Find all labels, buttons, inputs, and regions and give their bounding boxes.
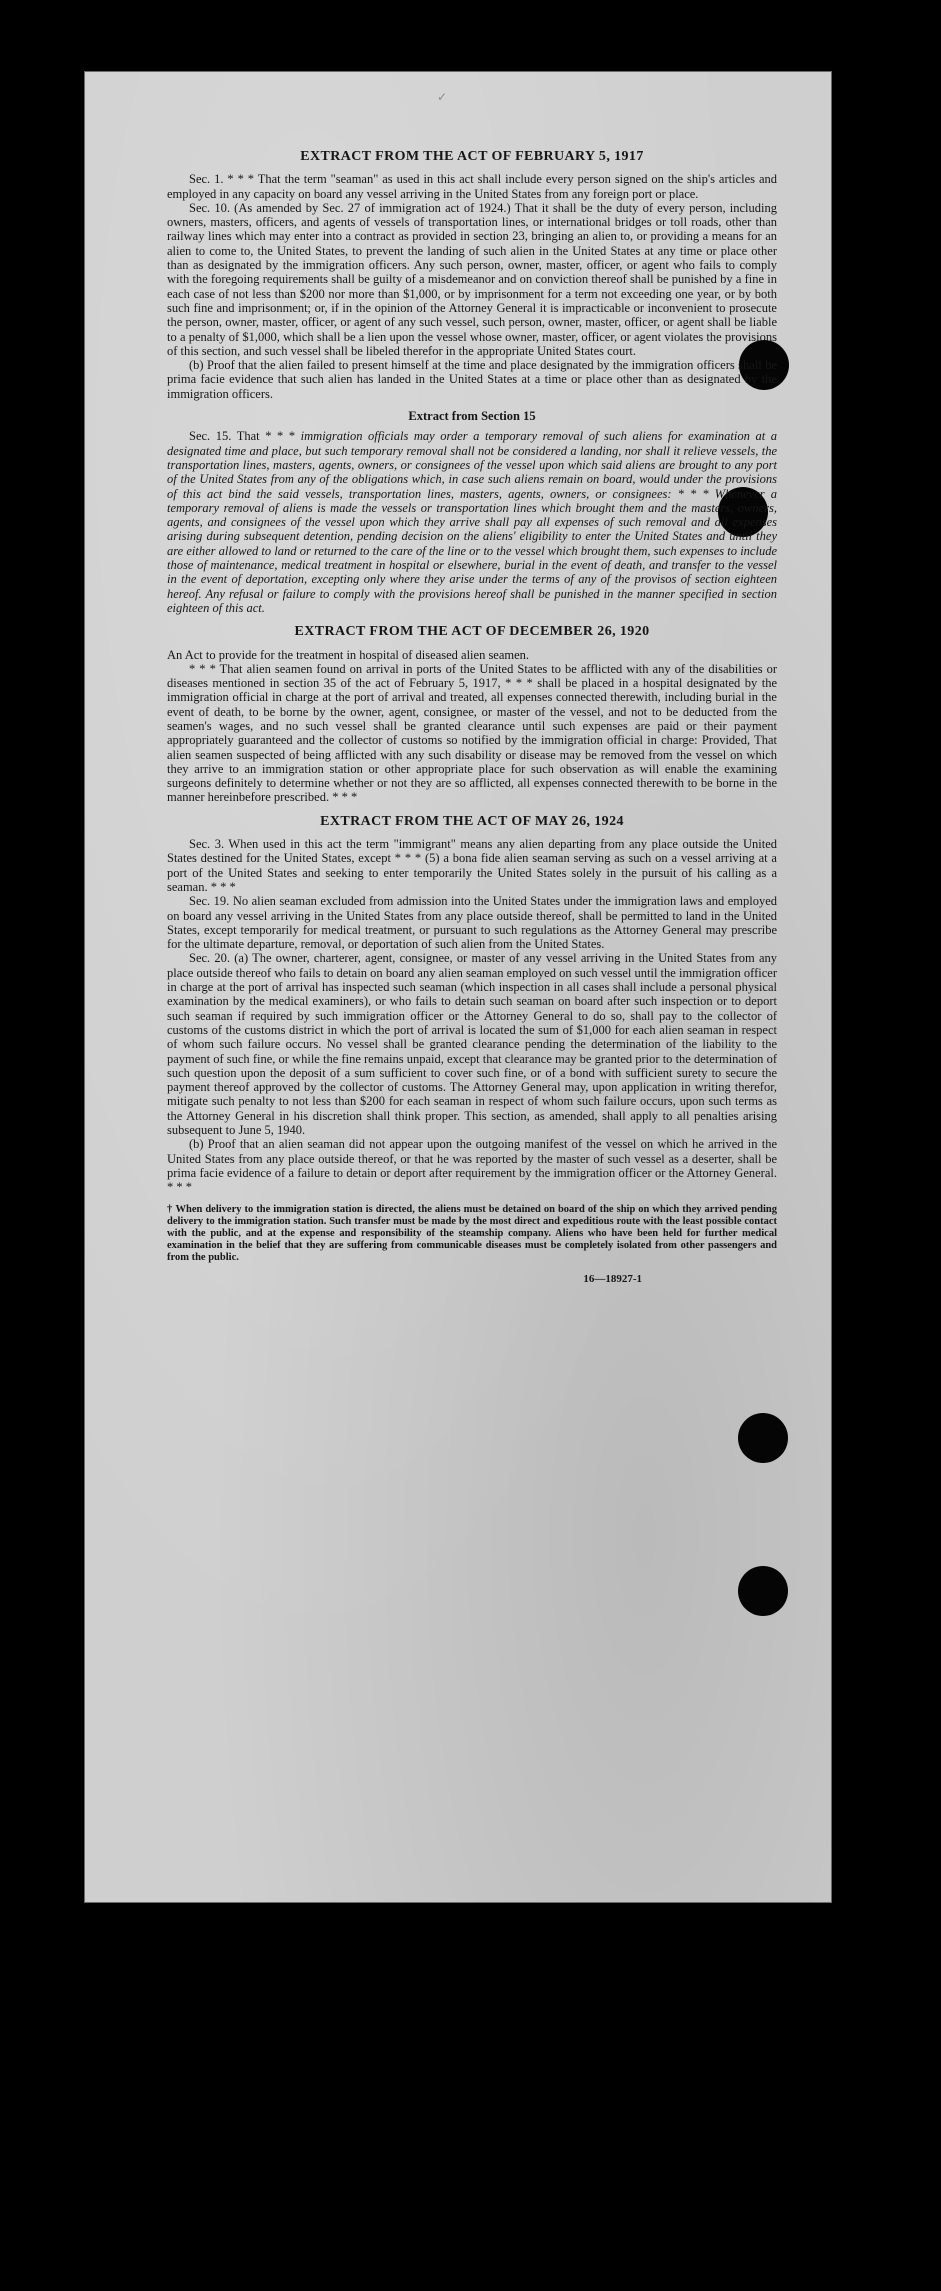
punch-hole — [738, 1413, 788, 1463]
section-20: Sec. 20. (a) The owner, charterer, agent, consignee, or master of any vessel arriving in the United States from any place outside thereof who fails to detain on board any alien seaman employed on such vessel until the immigration officer in charge at the port of arrival has inspected such seaman (which inspection in all cases shall include a personal physical examination by the medical examiners), or who fails to detain such seaman on board after such inspection or to deport such seaman if required by such immigration officer or the Attorney General to do so, shall pay to the collector of customs of the customs district in which the port of arrival is located the sum of $1,000 for each alien seaman in respect of whom such failure occurs. No vessel shall be granted clearance pending the determination of the liability to the payment of such fine, or while the fine remains unpaid, except that clearance may be granted prior to the determination of such question upon the deposit of a sum sufficient to cover such fine, or of a bond with sufficient surety to secure the payment thereof approved by the collector of customs. The Attorney General may, upon application in writing therefor, mitigate such penalty to not less than $200 for each seaman in respect of whom such failure occurs, upon such terms as the Attorney General in his discretion shall think proper. This section, as amended, shall apply to all penalties arising subsequent to June 5, 1940. — [167, 951, 777, 1137]
section-20-b: (b) Proof that an alien seaman did not appear upon the outgoing manifest of the vessel on which he arrived in the United States from any place outside thereof, or that he was reported by the master of such vessel as a deserter, shall be prima facie evidence of a failure to detain or deport after requirement by the immigration officer or the Attorney General. * * * — [167, 1137, 777, 1195]
section-3: Sec. 3. When used in this act the term "immigrant" means any alien departing from any place outside the United States destined for the United States, except * * * (5) a bona fide alien seaman serving as such on a vessel arriving at a port of the United States and seeking to enter temporarily the United States solely in the pursuit of his calling as a seaman. * * * — [167, 837, 777, 894]
section-10-b: (b) Proof that the alien failed to present himself at the time and place designated by the immigration officers shall be prima facie evidence that such alien has landed in the United States at a time or place other than as designated by the immigration officers. — [167, 358, 777, 401]
section-19: Sec. 19. No alien seaman excluded from admission into the United States under the immigration laws and employed on board any vessel arriving in the United States from any place outside thereof, shall be permitted to land in the United States, except temporarily for medical treatment, or pursuant to such regulations as the Attorney General may prescribe for the ultimate departure, removal, or deportation of such alien from the United States. — [167, 894, 777, 952]
form-number: 16—18927-1 — [583, 1273, 642, 1286]
heading-act-1917: EXTRACT FROM THE ACT OF FEBRUARY 5, 1917 — [300, 149, 644, 164]
section-1: Sec. 1. * * * That the term "seaman" as used in this act shall include every person signed on the ship's articles and employed in any capacity on board any vessel arriving in the United States from any foreign port or place. — [167, 172, 777, 201]
footnote: † When delivery to the immigration station is directed, the aliens must be detained on board of the ship on which they arrived pending delivery to the immigration station. Such transfer must be made by the most direct and expeditious route with the least possible contact with the public, and at the expense and responsibility of the steamship company. Aliens who have been held for further medical examination in the belief that they are suffering from communicable diseases must be completely isolated from other passengers and from the public. — [167, 1204, 777, 1264]
document-page — [85, 72, 831, 1902]
check-mark: ✓ — [437, 90, 448, 104]
section-15-lead: Sec. 15. That * * * — [189, 429, 296, 444]
section-15-text: immigration officials may order a temporary removal of such aliens for examination at a designated time and place, but such temporary removal shall not be considered a landing, nor shall it relieve vessels, the transportation lines, masters, agents, owners, or consignees of the vessel upon which said aliens are brought to any port of the United States from any of the obligations which, in case such aliens remain on board, would under the provisions of this act bind the said vessels, transportation lines, masters, agents, owners, or consignees: * * * Whenever a temporary removal of aliens is made the vessels or transportation lines which brought them and the masters, owners, agents, and consignees of the vessel upon which they arrive shall pay all expenses of such removal and all expenses arising during subsequent detention, pending decision on the aliens' eligibility to enter the United States and until they are either allowed to land or returned to the care of the line or to the vessel which brought them, such expenses to include those of maintenance, medical treatment in hospital or elsewhere, burial in the event of death, and transfer to the vessel in the event of deportation, excepting only where they arise under the terms of any of the provisos of section eighteen hereof. Any refusal or failure to comply with the provisions hereof shall be punished in the manner specified in section eighteen of this act. — [167, 429, 777, 615]
section-15 — [167, 429, 777, 615]
heading-act-1920: EXTRACT FROM THE ACT OF DECEMBER 26, 1920 — [294, 624, 650, 640]
document-body — [167, 150, 777, 1287]
subheading-section-15: Extract from Section 15 — [408, 409, 536, 424]
section-10: Sec. 10. (As amended by Sec. 27 of immigration act of 1924.) That it shall be the duty of every person, including owners, masters, officers, and agents of vessels of transportation lines, or international bridges or toll roads, other than railway lines which may enter into a contract as provided in section 23, bringing an alien to, or providing a means for an alien to come to, the United States, to prevent the landing of such alien in the United States at any time or place other than as designated by the immigration officers. Any such person, owner, master, officer, or agent who fails to comply with the foregoing requirements shall be guilty of a misdemeanor and on conviction thereof shall be punished by a fine in each case of not less than $200 nor more than $1,000, or by imprisonment for a term not exceeding one year, or by both such fine and imprisonment; or, if in the opinion of the Attorney General it is impracticable or inconvenient to prosecute the person, owner, master, officer, or agent of any such vessel, such person, owner, master, officer, or agent shall be liable to a penalty of $1,000, which shall be a lien upon the vessel whose owner, master, officer, or agent violates the provisions of this section, and such vessel shall be libeled therefor in the appropriate United States court. — [167, 200, 777, 358]
act-1920-text: * * * That alien seamen found on arrival in ports of the United States to be afflicted with any of the disabilities or diseases mentioned in section 35 of the act of February 5, 1917, * * * shall be placed in a hospital designated by the immigration official in charge at the port of arrival and treated, all expenses connected therewith, including burial in the event of death, to be borne by the owner, agent, consignee, or master of the vessel, and not to be deducted from the seamen's wages, and no such vessel shall be granted clearance until such expenses are paid or their payment appropriately guaranteed and the collector of customs so notified by the immigration official in charge: Provided, That alien seamen suspected of being afflicted with any such disability or disease may be removed from the vessel on which they arrive to an immigration station or other appropriate place for such observation as will enable the examining surgeons definitely to determine whether or not they are so afflicted, all expenses connected therewith to be borne in the manner hereinbefore prescribed. * * * — [167, 661, 777, 805]
heading-act-1924: EXTRACT FROM THE ACT OF MAY 26, 1924 — [320, 813, 624, 829]
punch-hole — [738, 1566, 788, 1616]
act-1920-title: An Act to provide for the treatment in hospital of diseased alien seamen. — [167, 647, 530, 662]
